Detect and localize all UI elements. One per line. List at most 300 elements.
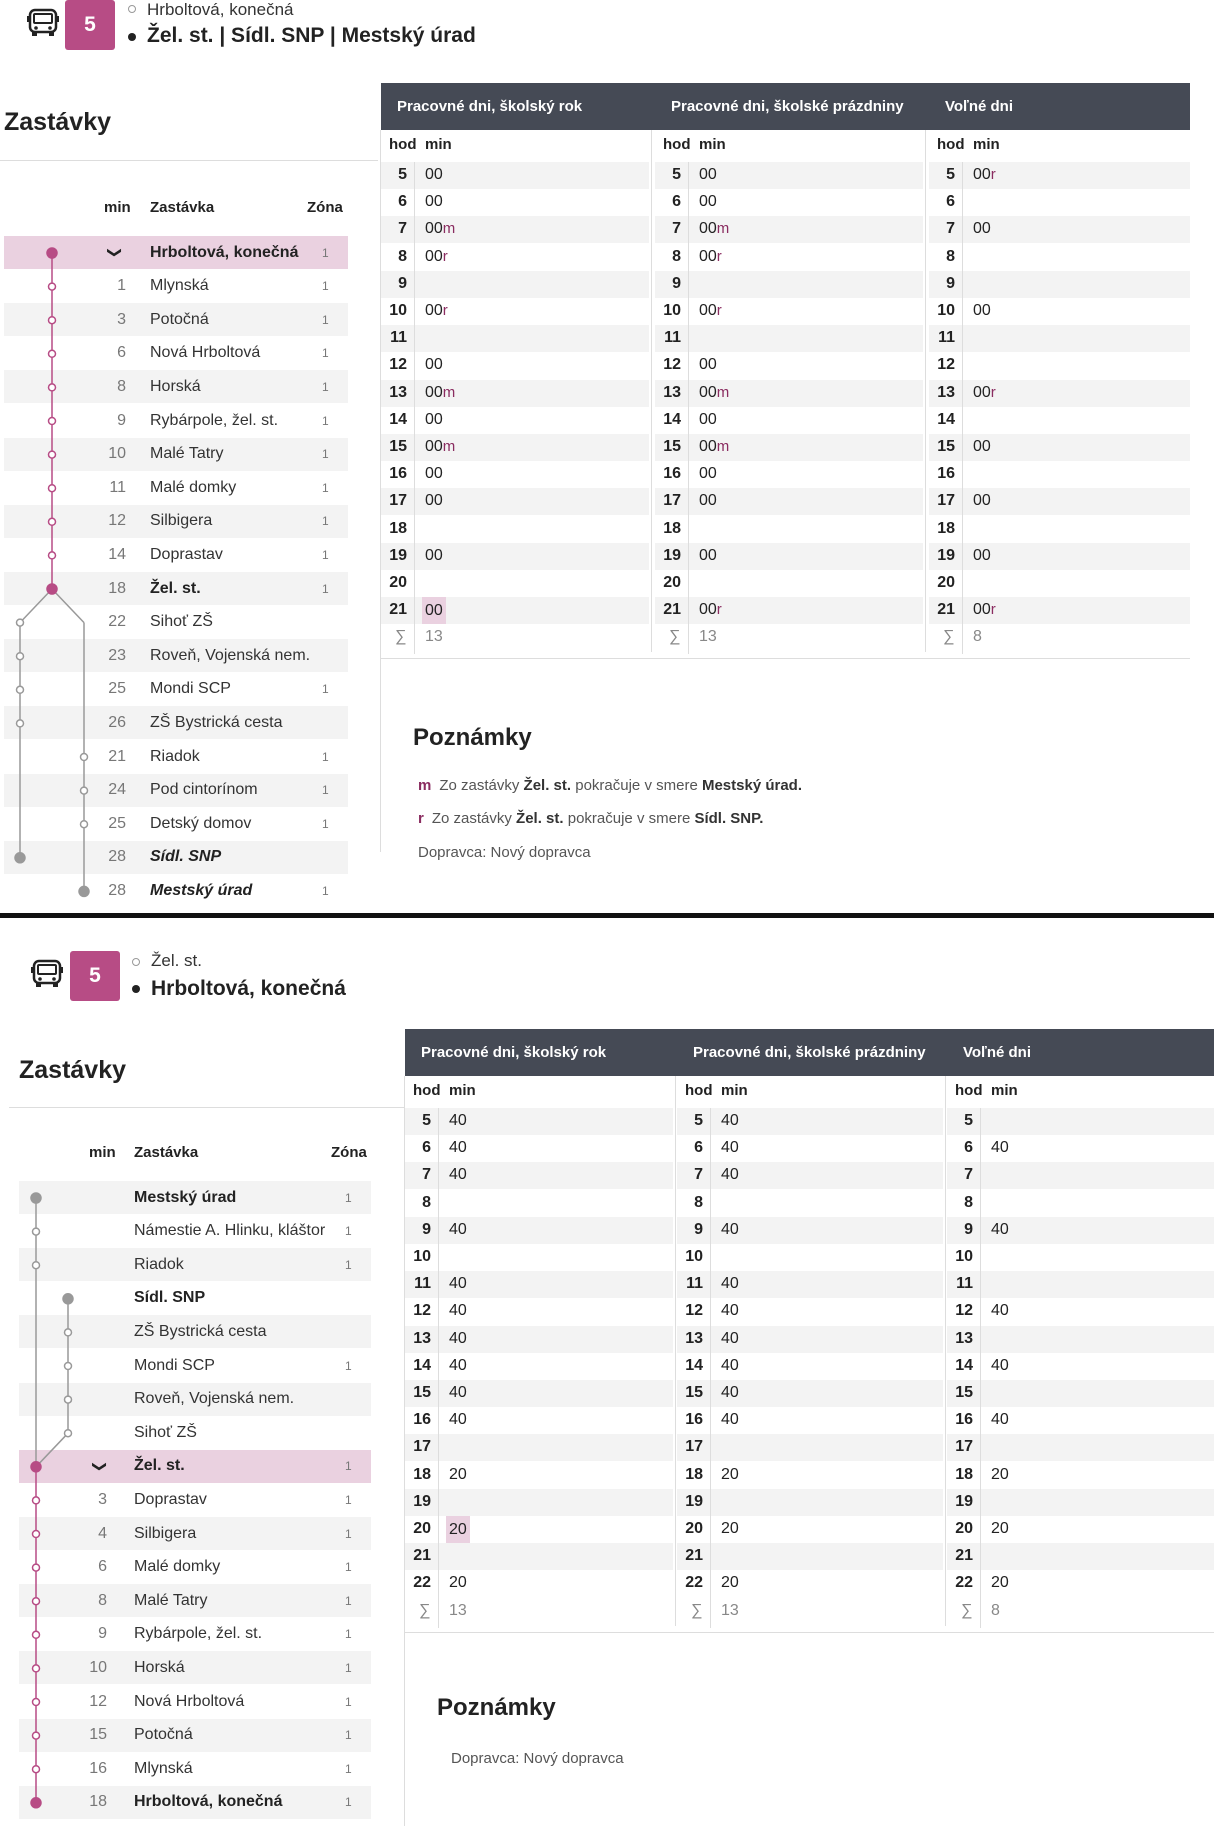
minute-value: 00 bbox=[425, 356, 443, 374]
timetable-row bbox=[405, 1298, 673, 1325]
note-r-mid: pokračuje v smere bbox=[567, 810, 691, 827]
timetable-row bbox=[381, 380, 649, 407]
departure-minute[interactable] bbox=[422, 438, 458, 456]
departure-count: 13 bbox=[449, 1601, 467, 1619]
stop-minute: 8 bbox=[98, 1591, 107, 1609]
hour-cell: 7 bbox=[672, 220, 681, 238]
stop-name: Žel. st. bbox=[150, 579, 201, 597]
departure-minute[interactable] bbox=[446, 1221, 470, 1239]
departure-minute[interactable] bbox=[988, 1302, 1012, 1320]
timetable-row bbox=[947, 1190, 1214, 1217]
stop-node bbox=[33, 1228, 40, 1235]
timetable-row bbox=[677, 1353, 943, 1380]
minute-value: 00 bbox=[973, 302, 991, 319]
stop-node bbox=[49, 283, 56, 290]
hour-cell: 18 bbox=[389, 519, 407, 537]
stop-node bbox=[65, 1363, 72, 1370]
minute-note-flag: r bbox=[990, 166, 996, 183]
minute-value: 00 bbox=[699, 438, 717, 455]
hour-cell: 13 bbox=[685, 1329, 703, 1347]
stops-col-zone: Zóna bbox=[331, 1144, 367, 1161]
timetable-row bbox=[947, 1217, 1214, 1244]
timetable-row bbox=[929, 488, 1190, 515]
departure-minute[interactable] bbox=[988, 1466, 1012, 1484]
hour-cell: 19 bbox=[389, 546, 407, 564]
direction-destination: Žel. st. | Sídl. SNP | Mestský úrad bbox=[147, 24, 476, 47]
stop-name: Potočná bbox=[150, 310, 209, 328]
departure-minute[interactable] bbox=[970, 220, 994, 238]
departure-minute[interactable] bbox=[422, 302, 451, 320]
timetable-row bbox=[677, 1298, 943, 1325]
stop-node bbox=[49, 485, 56, 492]
departure-count: 8 bbox=[973, 628, 982, 646]
timetable-row bbox=[947, 1380, 1214, 1407]
origin-dot bbox=[128, 5, 136, 13]
hour-cell: 20 bbox=[685, 1520, 703, 1537]
stop-name: Žel. st. bbox=[134, 1457, 185, 1475]
hour-cell: 11 bbox=[686, 1275, 703, 1293]
departure-minute[interactable] bbox=[718, 1466, 742, 1484]
stop-name: ZŠ Bystrická cesta bbox=[150, 713, 283, 731]
stop-name: Pod cintorínom bbox=[150, 781, 258, 799]
minute-value: 00 bbox=[699, 356, 717, 374]
hour-cell: 6 bbox=[964, 1139, 973, 1157]
timetable-direction-2 bbox=[0, 921, 1214, 1846]
col-hod-label: hod bbox=[663, 136, 691, 153]
stop-minute: 16 bbox=[89, 1759, 107, 1777]
stops-col-min: min bbox=[89, 1144, 116, 1161]
minute-value: 20 bbox=[449, 1521, 467, 1538]
departure-minute[interactable] bbox=[970, 492, 994, 510]
departure-minute[interactable] bbox=[446, 1275, 470, 1293]
minute-note-flag: m bbox=[442, 220, 456, 238]
departure-minute[interactable] bbox=[696, 220, 732, 238]
departure-minute[interactable] bbox=[696, 166, 720, 184]
hour-cell: 11 bbox=[390, 329, 407, 347]
timetable-row bbox=[947, 1244, 1214, 1271]
departure-minute[interactable] bbox=[718, 1166, 742, 1184]
stop-zone: 1 bbox=[322, 447, 329, 462]
timetable-row bbox=[381, 271, 649, 298]
departure-minute[interactable] bbox=[718, 1520, 742, 1538]
departure-minute[interactable] bbox=[422, 411, 446, 429]
stop-name: Horská bbox=[150, 377, 201, 395]
departure-minute[interactable] bbox=[696, 302, 725, 320]
hour-cell: 7 bbox=[694, 1166, 703, 1184]
stop-minute: 6 bbox=[98, 1558, 107, 1576]
departure-minute[interactable] bbox=[422, 465, 446, 483]
stop-zone: 1 bbox=[322, 279, 329, 294]
hour-cell: 19 bbox=[413, 1492, 431, 1510]
departure-minute[interactable] bbox=[718, 1275, 742, 1293]
departure-minute[interactable] bbox=[422, 166, 446, 184]
hour-cell: 14 bbox=[955, 1356, 973, 1374]
stop-zone: 1 bbox=[322, 379, 329, 394]
stop-zone: 1 bbox=[345, 1694, 352, 1709]
timetable-row bbox=[381, 352, 649, 379]
direction-destination: Hrboltová, konečná bbox=[151, 977, 346, 1000]
departure-minute[interactable] bbox=[988, 1357, 1012, 1375]
departure-minute[interactable] bbox=[446, 1516, 470, 1543]
hour-cell: 9 bbox=[422, 1220, 431, 1238]
stop-name: Doprastav bbox=[134, 1490, 207, 1508]
timetable-row bbox=[405, 1543, 673, 1570]
direction-origin: Žel. st. bbox=[151, 951, 203, 970]
timetable-row bbox=[677, 1489, 943, 1516]
departure-minute[interactable] bbox=[988, 1411, 1012, 1429]
stop-name: Hrboltová, konečná bbox=[150, 243, 299, 261]
timetable-row bbox=[405, 1516, 673, 1543]
stop-zone: 1 bbox=[345, 1459, 352, 1474]
hour-cell: 7 bbox=[964, 1166, 973, 1184]
stop-name: Mlynská bbox=[150, 277, 209, 295]
hour-cell: 8 bbox=[422, 1193, 431, 1211]
minute-value: 00 bbox=[973, 383, 991, 401]
minute-value: 40 bbox=[721, 1356, 739, 1374]
minute-note-flag: r bbox=[990, 383, 996, 401]
stop-node-major bbox=[31, 1462, 41, 1472]
hour-cell: 17 bbox=[389, 492, 407, 510]
timetable-row bbox=[655, 325, 923, 352]
stop-node bbox=[17, 686, 24, 693]
departure-count: 8 bbox=[991, 1601, 1000, 1619]
departure-minute[interactable] bbox=[970, 384, 999, 402]
hour-separator bbox=[710, 1108, 711, 1628]
departure-minute[interactable] bbox=[446, 1574, 470, 1592]
minute-value: 00 bbox=[699, 410, 717, 428]
carrier: Dopravca: Nový dopravca bbox=[451, 1750, 624, 1767]
minute-value: 40 bbox=[991, 1302, 1009, 1320]
minute-value: 40 bbox=[449, 1329, 467, 1347]
stop-name: Silbigera bbox=[134, 1524, 197, 1542]
note-r-key: r bbox=[418, 810, 424, 827]
stop-minute: 3 bbox=[117, 310, 126, 328]
origin-dot bbox=[132, 958, 140, 966]
stop-zone: 1 bbox=[345, 1358, 352, 1373]
stop-minute: 15 bbox=[89, 1726, 107, 1744]
timetable-row bbox=[405, 1244, 673, 1271]
minute-value: 40 bbox=[721, 1411, 739, 1429]
timetable-row bbox=[677, 1108, 943, 1135]
timetable-row bbox=[405, 1462, 673, 1489]
hour-cell: 15 bbox=[955, 1384, 973, 1401]
timetable-row bbox=[677, 1462, 943, 1489]
col-header-school: Pracovné dni, školský rok bbox=[421, 1044, 607, 1061]
hour-cell: 12 bbox=[955, 1302, 973, 1320]
stop-node bbox=[33, 1598, 40, 1605]
stop-zone: 1 bbox=[345, 1660, 352, 1675]
hour-cell: 16 bbox=[937, 465, 955, 483]
hour-cell: 17 bbox=[663, 492, 681, 510]
departure-minute[interactable] bbox=[718, 1384, 742, 1402]
departure-minute[interactable] bbox=[988, 1221, 1012, 1239]
stop-zone: 1 bbox=[345, 1190, 352, 1205]
stop-minute: 10 bbox=[89, 1658, 107, 1676]
timetable-row bbox=[929, 244, 1190, 271]
note-r-pre: Zo zastávky bbox=[431, 810, 512, 827]
stop-name: Detský domov bbox=[150, 814, 252, 832]
minute-value: 40 bbox=[449, 1411, 467, 1429]
timetable-row bbox=[405, 1190, 673, 1217]
stop-name: Malé domky bbox=[134, 1558, 221, 1576]
timetable-row bbox=[947, 1298, 1214, 1325]
departure-minute[interactable] bbox=[718, 1574, 742, 1592]
departure-minute[interactable] bbox=[970, 547, 994, 565]
departure-minute[interactable] bbox=[422, 248, 451, 266]
departure-minute[interactable] bbox=[970, 302, 994, 320]
departure-minute[interactable] bbox=[446, 1466, 470, 1484]
departure-minute[interactable] bbox=[970, 166, 999, 184]
minute-value: 40 bbox=[721, 1139, 739, 1157]
minute-value: 00 bbox=[973, 601, 991, 619]
departure-minute[interactable] bbox=[718, 1411, 742, 1429]
stop-minute: 21 bbox=[108, 747, 126, 765]
departure-minute[interactable] bbox=[422, 492, 446, 510]
departure-minute[interactable] bbox=[988, 1574, 1012, 1592]
departure-minute[interactable] bbox=[422, 193, 446, 211]
timetable-row bbox=[929, 380, 1190, 407]
column-separator bbox=[651, 130, 652, 652]
stop-minute: 25 bbox=[108, 680, 126, 698]
departure-minute[interactable] bbox=[988, 1139, 1012, 1157]
stop-zone: 1 bbox=[345, 1728, 352, 1743]
hour-cell: 9 bbox=[946, 274, 955, 292]
departure-minute[interactable] bbox=[446, 1139, 470, 1157]
stop-name: Roveň, Vojenská nem. bbox=[150, 646, 311, 664]
stop-name: Mondi SCP bbox=[150, 680, 231, 698]
minute-value: 40 bbox=[721, 1329, 739, 1347]
timetable-row bbox=[677, 1162, 943, 1189]
timetable-row bbox=[677, 1190, 943, 1217]
timetable-row bbox=[655, 189, 923, 216]
col-min-label: min bbox=[425, 136, 452, 153]
timetable-row bbox=[677, 1380, 943, 1407]
departure-minute[interactable] bbox=[696, 356, 720, 374]
hour-cell: 19 bbox=[937, 546, 955, 564]
timetable-row bbox=[677, 1570, 943, 1597]
departure-minute[interactable] bbox=[446, 1166, 470, 1184]
minute-value: 00 bbox=[425, 465, 443, 483]
departure-minute[interactable] bbox=[446, 1112, 470, 1130]
hour-cell: 18 bbox=[955, 1465, 973, 1483]
departure-minute[interactable] bbox=[446, 1357, 470, 1375]
minute-value: 20 bbox=[991, 1520, 1009, 1537]
stop-node bbox=[33, 1665, 40, 1672]
stops-col-stop: Zastávka bbox=[134, 1144, 199, 1161]
timetable-row bbox=[405, 1326, 673, 1353]
departure-minute[interactable] bbox=[696, 438, 732, 456]
minute-value: 00 bbox=[973, 438, 991, 455]
timetable-header bbox=[405, 1029, 1214, 1076]
timetable-row bbox=[677, 1244, 943, 1271]
departure-minute[interactable] bbox=[696, 547, 720, 565]
departure-minute[interactable] bbox=[718, 1330, 742, 1348]
departure-minute[interactable] bbox=[970, 601, 999, 619]
departure-minute[interactable] bbox=[696, 193, 720, 211]
timetable-row bbox=[947, 1434, 1214, 1461]
sum-symbol: ∑ bbox=[943, 628, 955, 646]
departure-minute[interactable] bbox=[696, 601, 725, 619]
departure-minute[interactable] bbox=[422, 384, 458, 402]
hour-cell: 13 bbox=[937, 383, 955, 401]
hour-cell: 15 bbox=[937, 438, 955, 455]
departure-minute[interactable] bbox=[422, 597, 446, 624]
departure-minute[interactable] bbox=[446, 1411, 470, 1429]
departure-minute[interactable] bbox=[422, 356, 446, 374]
departure-minute[interactable] bbox=[718, 1357, 742, 1375]
stop-zone: 1 bbox=[322, 783, 329, 798]
timetable-row bbox=[405, 1489, 673, 1516]
departure-minute[interactable] bbox=[718, 1221, 742, 1239]
timetable-row bbox=[929, 216, 1190, 243]
minute-value: 40 bbox=[449, 1275, 467, 1293]
hour-cell: 13 bbox=[663, 383, 681, 401]
stop-minute: 28 bbox=[108, 881, 126, 899]
timetable-row bbox=[947, 1543, 1214, 1570]
route-segment bbox=[52, 589, 84, 623]
stop-name: Potočná bbox=[134, 1726, 193, 1744]
hour-cell: 15 bbox=[663, 438, 681, 455]
timetable-row bbox=[677, 1326, 943, 1353]
timetable-row bbox=[655, 434, 923, 461]
hour-cell: 9 bbox=[964, 1220, 973, 1238]
sum-symbol: ∑ bbox=[395, 628, 407, 646]
minute-value: 40 bbox=[449, 1356, 467, 1374]
stop-name: Horská bbox=[134, 1658, 185, 1676]
timetable-row bbox=[655, 298, 923, 325]
stop-node bbox=[33, 1699, 40, 1706]
minute-value: 00 bbox=[699, 247, 717, 265]
departure-minute[interactable] bbox=[446, 1384, 470, 1402]
hour-cell: 16 bbox=[955, 1411, 973, 1429]
hour-cell: 14 bbox=[413, 1356, 431, 1374]
stop-node bbox=[17, 619, 24, 626]
departure-minute[interactable] bbox=[696, 492, 720, 510]
departure-minute[interactable] bbox=[446, 1330, 470, 1348]
stop-node bbox=[33, 1262, 40, 1269]
hour-cell: 21 bbox=[389, 601, 407, 619]
stop-node bbox=[49, 317, 56, 324]
stops-col-stop: Zastávka bbox=[150, 199, 215, 216]
minute-value: 00 bbox=[699, 492, 717, 510]
departure-minute[interactable] bbox=[422, 547, 446, 565]
stop-name: ZŠ Bystrická cesta bbox=[134, 1322, 267, 1340]
hour-separator bbox=[438, 1108, 439, 1628]
departure-minute[interactable] bbox=[718, 1302, 742, 1320]
departure-minute[interactable] bbox=[696, 384, 732, 402]
timetable-row bbox=[929, 543, 1190, 570]
stop-zone: 1 bbox=[322, 245, 329, 260]
timetable-row bbox=[677, 1135, 943, 1162]
hour-cell: 14 bbox=[389, 410, 407, 428]
timetable-row bbox=[929, 189, 1190, 216]
hour-cell: 9 bbox=[694, 1220, 703, 1238]
timetable-row bbox=[381, 244, 649, 271]
stop-minute: 18 bbox=[89, 1793, 107, 1811]
hour-cell: 13 bbox=[413, 1329, 431, 1347]
departure-minute[interactable] bbox=[696, 248, 725, 266]
note-m-dest: Mestský úrad. bbox=[701, 777, 803, 794]
route-number-badge: 5 bbox=[70, 951, 120, 1001]
col-header-weekend: Voľné dni bbox=[963, 1044, 1031, 1061]
stop-name: Mestský úrad bbox=[134, 1188, 237, 1206]
minute-value: 00 bbox=[425, 220, 443, 238]
hour-cell: 9 bbox=[398, 274, 407, 292]
note-m-pre: Zo zastávky bbox=[439, 777, 520, 794]
stop-minute: 26 bbox=[108, 713, 126, 731]
stop-node bbox=[49, 350, 56, 357]
timetable-row bbox=[381, 461, 649, 488]
departure-minute[interactable] bbox=[422, 220, 458, 238]
departure-minute[interactable] bbox=[696, 411, 720, 429]
departure-minute[interactable] bbox=[696, 465, 720, 483]
departure-minute[interactable] bbox=[970, 438, 994, 456]
hour-cell: 21 bbox=[413, 1547, 431, 1565]
hour-cell: 5 bbox=[946, 166, 955, 183]
timetable-row bbox=[677, 1407, 943, 1434]
timetable-row bbox=[929, 461, 1190, 488]
note-m-key: m bbox=[418, 777, 432, 794]
sum-symbol: ∑ bbox=[669, 628, 681, 646]
timetable-direction-1 bbox=[0, 0, 1214, 915]
hour-cell: 22 bbox=[955, 1574, 973, 1592]
hour-cell: 8 bbox=[672, 247, 681, 265]
departure-minute[interactable] bbox=[718, 1112, 742, 1130]
minute-value: 00 bbox=[425, 383, 443, 401]
minute-value: 00 bbox=[699, 166, 717, 183]
departure-minute[interactable] bbox=[988, 1520, 1012, 1538]
hour-cell: 6 bbox=[694, 1139, 703, 1157]
hour-cell: 8 bbox=[398, 247, 407, 265]
stop-zone: 1 bbox=[322, 682, 329, 697]
timetable-row bbox=[381, 298, 649, 325]
col-hod-label: hod bbox=[389, 136, 417, 153]
hour-cell: 8 bbox=[964, 1193, 973, 1211]
destination-dot bbox=[128, 33, 136, 41]
stop-minute: 14 bbox=[108, 545, 126, 563]
stop-minute: 3 bbox=[98, 1490, 107, 1508]
col-min-label: min bbox=[721, 1082, 748, 1099]
timetable-row bbox=[929, 434, 1190, 461]
note-m-mid: pokračuje v smere bbox=[575, 777, 698, 794]
hour-cell: 20 bbox=[955, 1520, 973, 1537]
route-line-diagram bbox=[0, 921, 100, 1846]
timetable-row bbox=[947, 1135, 1214, 1162]
timetable-bottom-rule bbox=[405, 1632, 1214, 1633]
stop-name: Silbigera bbox=[150, 512, 213, 530]
timetable-row bbox=[929, 516, 1190, 543]
stop-node-major bbox=[31, 1193, 41, 1203]
timetable-row bbox=[947, 1108, 1214, 1135]
hour-cell: 10 bbox=[413, 1248, 431, 1265]
departure-minute[interactable] bbox=[446, 1302, 470, 1320]
minute-note-flag: r bbox=[442, 247, 448, 265]
left-separator bbox=[380, 130, 381, 852]
note-r-stop: Žel. st. bbox=[516, 810, 564, 827]
stop-zone: 1 bbox=[322, 749, 329, 764]
timetable-row bbox=[405, 1162, 673, 1189]
hour-cell: 5 bbox=[964, 1112, 973, 1129]
stop-zone: 1 bbox=[322, 346, 329, 361]
hour-cell: 19 bbox=[663, 546, 681, 564]
timetable-row bbox=[405, 1271, 673, 1298]
hour-cell: 16 bbox=[413, 1411, 431, 1429]
stop-node-major bbox=[31, 1798, 41, 1808]
departure-minute[interactable] bbox=[718, 1139, 742, 1157]
sum-symbol: ∑ bbox=[961, 1601, 973, 1619]
timetable-row bbox=[655, 407, 923, 434]
timetable-row bbox=[947, 1326, 1214, 1353]
